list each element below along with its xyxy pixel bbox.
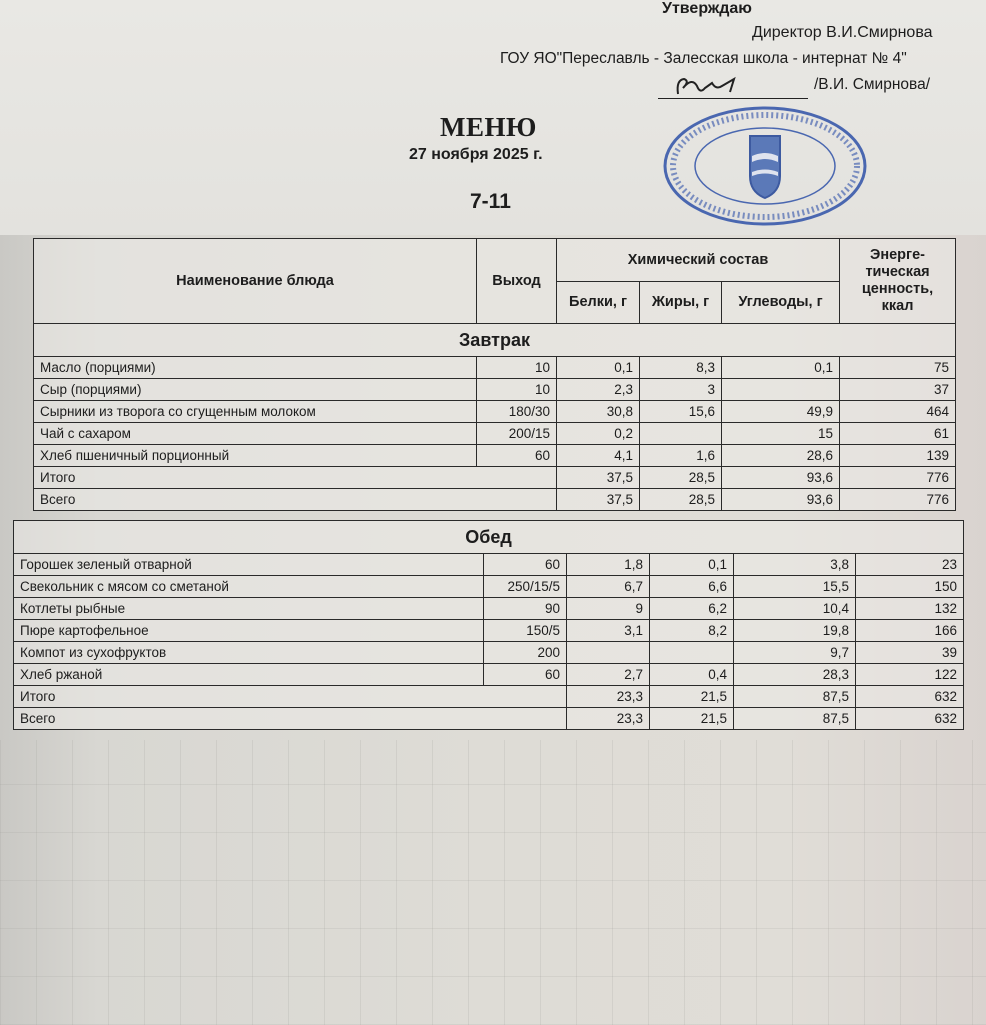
grand-total-row <box>14 708 964 730</box>
dish-protein <box>567 642 650 664</box>
dish-output: 250/15/5 <box>484 576 567 598</box>
dish-carbs: 9,7 <box>734 642 856 664</box>
table-row <box>34 379 956 401</box>
director-name: Директор В.И.Смирнова <box>752 24 933 41</box>
dish-name: Сыр (порциями) <box>34 379 477 401</box>
dish-name: Горошек зеленый отварной <box>14 554 484 576</box>
total-protein: 37,5 <box>557 489 640 511</box>
dish-fat: 3 <box>640 379 722 401</box>
dish-carbs: 49,9 <box>722 401 840 423</box>
total-kcal: 776 <box>840 467 956 489</box>
column-header-carbs: Углеводы, г <box>722 281 840 324</box>
handwritten-signature <box>672 74 752 98</box>
dish-fat <box>640 423 722 445</box>
dish-fat <box>650 642 734 664</box>
dish-carbs <box>722 379 840 401</box>
dish-output: 60 <box>484 664 567 686</box>
dish-name: Компот из сухофруктов <box>14 642 484 664</box>
total-fat: 28,5 <box>640 489 722 511</box>
total-label: Всего <box>14 708 567 730</box>
dish-fat: 8,2 <box>650 620 734 642</box>
total-carbs: 87,5 <box>734 708 856 730</box>
dish-fat: 1,6 <box>640 445 722 467</box>
dish-name: Сырники из творога со сгущенным молоком <box>34 401 477 423</box>
dish-kcal: 166 <box>856 620 964 642</box>
dish-name: Масло (порциями) <box>34 357 477 379</box>
dish-name: Хлеб пшеничный порционный <box>34 445 477 467</box>
table-row <box>34 401 956 423</box>
dish-fat: 15,6 <box>640 401 722 423</box>
paper-grid-background <box>0 740 986 1025</box>
dish-protein: 6,7 <box>567 576 650 598</box>
dish-protein: 2,3 <box>557 379 640 401</box>
dish-kcal: 464 <box>840 401 956 423</box>
dish-name: Пюре картофельное <box>14 620 484 642</box>
dish-output: 60 <box>477 445 557 467</box>
table-row <box>14 576 964 598</box>
school-name: ГОУ ЯО"Переславль - Залесская школа - интернат № 4" <box>500 50 907 67</box>
total-kcal: 632 <box>856 686 964 708</box>
age-group: 7-11 <box>470 190 511 213</box>
menu-date: 27 ноября 2025 г. <box>409 146 543 163</box>
total-carbs: 87,5 <box>734 686 856 708</box>
dish-carbs: 3,8 <box>734 554 856 576</box>
dish-carbs: 15 <box>722 423 840 445</box>
dish-protein: 0,2 <box>557 423 640 445</box>
breakfast-table <box>33 238 956 511</box>
dish-fat: 8,3 <box>640 357 722 379</box>
column-header-fat: Жиры, г <box>640 281 722 324</box>
total-row <box>14 686 964 708</box>
dish-name: Хлеб ржаной <box>14 664 484 686</box>
total-fat: 21,5 <box>650 686 734 708</box>
dish-kcal: 37 <box>840 379 956 401</box>
dish-protein: 2,7 <box>567 664 650 686</box>
column-header-protein: Белки, г <box>557 281 640 324</box>
dish-output: 150/5 <box>484 620 567 642</box>
dish-kcal: 75 <box>840 357 956 379</box>
total-row <box>34 467 956 489</box>
dish-name: Котлеты рыбные <box>14 598 484 620</box>
column-header-energy: Энерге-тическая ценность, ккал <box>840 239 956 324</box>
dish-fat: 6,6 <box>650 576 734 598</box>
dish-protein: 1,8 <box>567 554 650 576</box>
table-row <box>34 423 956 445</box>
dish-kcal: 139 <box>840 445 956 467</box>
lunch-table <box>13 520 964 730</box>
column-header-output: Выход <box>477 239 557 324</box>
total-carbs: 93,6 <box>722 489 840 511</box>
grand-total-row <box>34 489 956 511</box>
dish-protein: 0,1 <box>557 357 640 379</box>
dish-carbs: 19,8 <box>734 620 856 642</box>
dish-fat: 0,4 <box>650 664 734 686</box>
dish-kcal: 61 <box>840 423 956 445</box>
signature-line <box>658 98 808 99</box>
approval-label: Утверждаю <box>662 0 752 17</box>
dish-protein: 3,1 <box>567 620 650 642</box>
dish-carbs: 10,4 <box>734 598 856 620</box>
table-row <box>14 554 964 576</box>
dish-fat: 0,1 <box>650 554 734 576</box>
dish-carbs: 0,1 <box>722 357 840 379</box>
dish-fat: 6,2 <box>650 598 734 620</box>
dish-output: 180/30 <box>477 401 557 423</box>
dish-output: 90 <box>484 598 567 620</box>
total-label: Итого <box>34 467 557 489</box>
dish-carbs: 15,5 <box>734 576 856 598</box>
table-row <box>14 620 964 642</box>
total-protein: 23,3 <box>567 708 650 730</box>
dish-name: Чай с сахаром <box>34 423 477 445</box>
dish-kcal: 23 <box>856 554 964 576</box>
page-title: МЕНЮ <box>440 112 537 142</box>
total-protein: 37,5 <box>557 467 640 489</box>
dish-carbs: 28,6 <box>722 445 840 467</box>
total-fat: 28,5 <box>640 467 722 489</box>
dish-output: 200 <box>484 642 567 664</box>
dish-kcal: 150 <box>856 576 964 598</box>
total-carbs: 93,6 <box>722 467 840 489</box>
meal-section-title: Завтрак <box>34 324 956 357</box>
dish-protein: 30,8 <box>557 401 640 423</box>
dish-output: 200/15 <box>477 423 557 445</box>
dish-protein: 4,1 <box>557 445 640 467</box>
dish-kcal: 122 <box>856 664 964 686</box>
total-fat: 21,5 <box>650 708 734 730</box>
signature-name: /В.И. Смирнова/ <box>814 76 931 93</box>
table-row <box>14 664 964 686</box>
meal-section-title: Обед <box>14 521 964 554</box>
total-protein: 23,3 <box>567 686 650 708</box>
total-kcal: 776 <box>840 489 956 511</box>
total-label: Итого <box>14 686 567 708</box>
total-label: Всего <box>34 489 557 511</box>
dish-output: 10 <box>477 379 557 401</box>
dish-carbs: 28,3 <box>734 664 856 686</box>
dish-kcal: 39 <box>856 642 964 664</box>
total-kcal: 632 <box>856 708 964 730</box>
dish-kcal: 132 <box>856 598 964 620</box>
table-row <box>14 598 964 620</box>
dish-output: 60 <box>484 554 567 576</box>
column-header-name: Наименование блюда <box>34 239 477 324</box>
dish-name: Свекольник с мясом со сметаной <box>14 576 484 598</box>
table-row <box>34 445 956 467</box>
column-header-chem: Химический состав <box>557 239 840 282</box>
table-row <box>14 642 964 664</box>
dish-output: 10 <box>477 357 557 379</box>
header-row <box>34 239 956 282</box>
dish-protein: 9 <box>567 598 650 620</box>
school-seal-stamp <box>660 104 870 228</box>
table-row <box>34 357 956 379</box>
